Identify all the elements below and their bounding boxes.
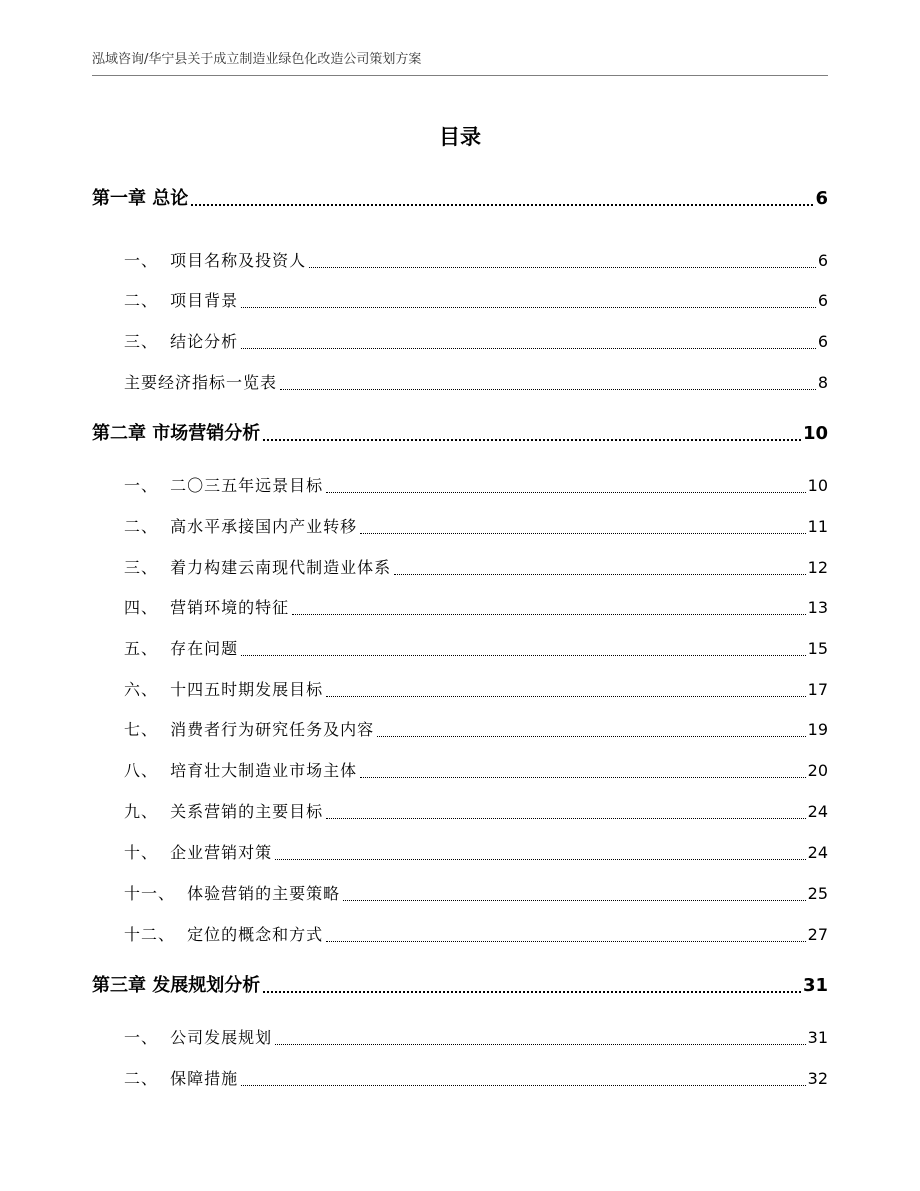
toc-entry-page: 24	[807, 802, 828, 821]
toc-entry-label: 一、 二〇三五年远景目标	[124, 476, 324, 495]
dot-leader	[326, 492, 805, 493]
toc-entry-label: 四、 营销环境的特征	[124, 598, 290, 617]
toc-entry-page: 19	[807, 720, 828, 739]
toc-entry-label: 二、 高水平承接国内产业转移	[124, 517, 358, 536]
toc-entry-label: 九、 关系营销的主要目标	[124, 802, 324, 821]
dot-leader	[241, 1085, 805, 1086]
dot-leader	[191, 204, 813, 206]
toc-entry-label: 第三章 发展规划分析	[92, 975, 261, 996]
toc-entry-chapter-2[interactable]	[92, 417, 828, 447]
toc-entry-page: 17	[807, 680, 828, 699]
toc-entry-section[interactable]	[124, 673, 828, 703]
toc-entry-label: 二、 项目背景	[124, 291, 239, 310]
dot-leader	[377, 736, 805, 737]
dot-leader	[241, 348, 816, 349]
toc-entry-page: 6	[817, 291, 828, 310]
toc-entry-section[interactable]	[124, 713, 828, 743]
dot-leader	[292, 614, 805, 615]
toc-entry-section[interactable]	[124, 877, 828, 907]
dot-leader	[275, 859, 805, 860]
toc-entry-section[interactable]	[124, 632, 828, 662]
toc-entry-chapter-3[interactable]	[92, 969, 828, 999]
toc-entry-page: 10	[802, 423, 828, 444]
toc-entry-page: 12	[807, 558, 828, 577]
toc-entry-page: 10	[807, 476, 828, 495]
toc-entry-section[interactable]	[124, 325, 828, 355]
toc-entry-section[interactable]	[124, 284, 828, 314]
toc-entry-label: 十一、 体验营销的主要策略	[124, 884, 341, 903]
dot-leader	[280, 389, 816, 390]
dot-leader	[394, 574, 805, 575]
toc-entry-label: 二、 保障措施	[124, 1069, 239, 1088]
toc-entry-label: 五、 存在问题	[124, 639, 239, 658]
toc-entry-section[interactable]	[124, 510, 828, 540]
toc-entry-section[interactable]	[124, 1021, 828, 1051]
toc-entry-page: 25	[807, 884, 828, 903]
toc-entry-section[interactable]	[124, 244, 828, 274]
toc-entry-label: 第一章 总论	[92, 188, 189, 209]
toc-entry-label: 一、 公司发展规划	[124, 1028, 273, 1047]
toc-entry-chapter-1[interactable]	[92, 182, 828, 212]
toc-entry-label: 主要经济指标一览表	[124, 373, 278, 392]
dot-leader	[326, 818, 805, 819]
toc-entry-page: 13	[807, 598, 828, 617]
toc-entry-section[interactable]	[124, 366, 828, 396]
toc-entry-label: 第二章 市场营销分析	[92, 423, 261, 444]
dot-leader	[326, 941, 805, 942]
toc-entry-label: 七、 消费者行为研究任务及内容	[124, 720, 375, 739]
toc-entry-section[interactable]	[124, 754, 828, 784]
toc-entry-label: 十二、 定位的概念和方式	[124, 925, 324, 944]
toc-entry-label: 八、 培育壮大制造业市场主体	[124, 761, 358, 780]
toc-entry-label: 十、 企业营销对策	[124, 843, 273, 862]
toc-entry-section[interactable]	[124, 591, 828, 621]
toc-entry-section[interactable]	[124, 918, 828, 948]
running-header-text: 泓域咨询/华宁县关于成立制造业绿色化改造公司策划方案	[92, 52, 422, 67]
toc-entry-label: 三、 结论分析	[124, 332, 239, 351]
dot-leader	[309, 267, 816, 268]
dot-leader	[360, 777, 805, 778]
toc-entry-section[interactable]	[124, 551, 828, 581]
toc-entry-page: 8	[817, 373, 828, 392]
toc-entry-page: 24	[807, 843, 828, 862]
dot-leader	[326, 696, 805, 697]
dot-leader	[241, 307, 816, 308]
toc-entry-page: 6	[815, 188, 828, 209]
toc-entry-section[interactable]	[124, 469, 828, 499]
toc-entry-page: 31	[807, 1028, 828, 1047]
toc-entry-page: 6	[817, 251, 828, 270]
toc-entry-label: 三、 着力构建云南现代制造业体系	[124, 558, 392, 577]
toc-entry-section[interactable]	[124, 795, 828, 825]
dot-leader	[360, 533, 805, 534]
toc-entry-page: 31	[802, 975, 828, 996]
toc-entry-page: 27	[807, 925, 828, 944]
toc-entry-page: 15	[807, 639, 828, 658]
toc-entry-label: 六、 十四五时期发展目标	[124, 680, 324, 699]
dot-leader	[275, 1044, 805, 1045]
toc-entry-section[interactable]	[124, 836, 828, 866]
toc-entry-page: 11	[807, 517, 828, 536]
toc-entry-label: 一、 项目名称及投资人	[124, 251, 307, 270]
dot-leader	[241, 655, 805, 656]
toc-title: 目录	[439, 125, 481, 149]
toc-entry-page: 20	[807, 761, 828, 780]
toc-entry-section[interactable]	[124, 1062, 828, 1092]
toc-entry-page: 6	[817, 332, 828, 351]
dot-leader	[343, 900, 805, 901]
dot-leader	[263, 991, 801, 993]
toc-entry-page: 32	[807, 1069, 828, 1088]
dot-leader	[263, 439, 801, 441]
